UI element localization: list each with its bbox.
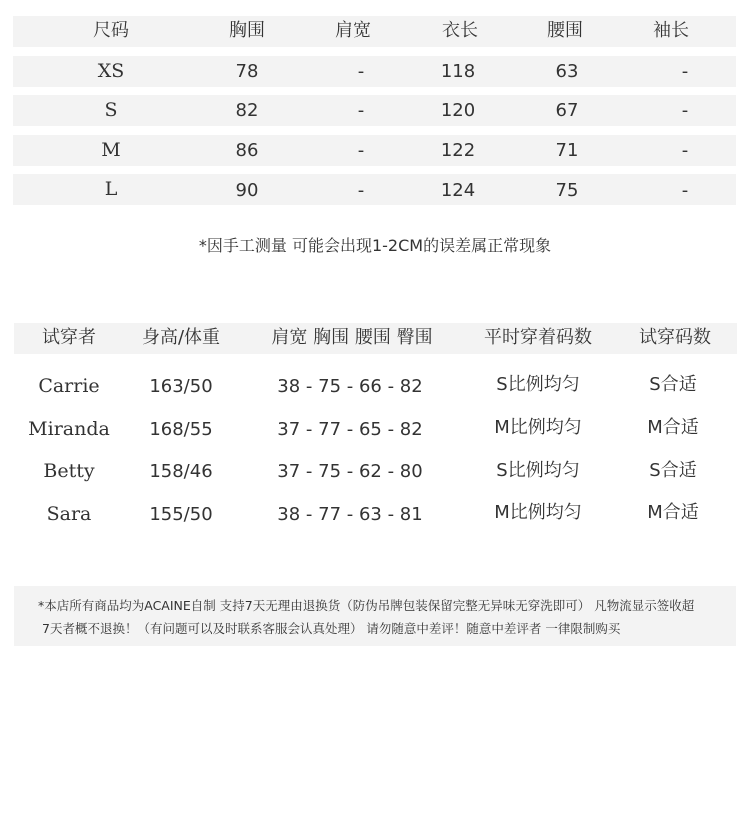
model-name: Sara	[46, 503, 92, 525]
model-tried-size: S合适	[649, 460, 697, 481]
size-label: S	[104, 99, 118, 121]
model-name: Betty	[43, 460, 95, 482]
model-usual-size: M比例均匀	[494, 417, 582, 438]
size-header-length: 衣长	[442, 20, 478, 41]
model-height-weight: 158/46	[149, 461, 213, 482]
size-sleeve-value: -	[681, 61, 689, 82]
model-tried-size: M合适	[647, 502, 699, 523]
model-measurements: 38 - 77 - 63 - 81	[277, 504, 423, 525]
size-shoulder-value: -	[357, 61, 365, 82]
size-bust-value: 90	[235, 180, 259, 201]
model-name: Miranda	[28, 418, 110, 440]
size-waist-value: 75	[555, 180, 579, 201]
policy-line-2: 7天者概不退换！（有问题可以及时联系客服会认真处理） 请勿随意中差评！随意中差评者 一律限制购买	[42, 621, 621, 636]
size-bust-value: 86	[235, 140, 259, 161]
model-tried-size: S合适	[649, 374, 697, 395]
size-sleeve-value: -	[681, 140, 689, 161]
store-policy-notice	[14, 586, 736, 646]
size-length-value: 120	[440, 100, 476, 121]
size-label: XS	[97, 60, 125, 82]
size-header-bust: 胸围	[229, 20, 265, 41]
model-header-usual-size: 平时穿着码数	[484, 327, 592, 348]
model-height-weight: 168/55	[149, 419, 213, 440]
model-tried-size: M合适	[647, 417, 699, 438]
size-bust-value: 78	[235, 61, 259, 82]
size-bust-value: 82	[235, 100, 259, 121]
size-header-shoulder: 肩宽	[335, 20, 371, 41]
size-sleeve-value: -	[681, 100, 689, 121]
size-waist-value: 63	[555, 61, 579, 82]
size-header-waist: 腰围	[547, 20, 583, 41]
model-height-weight: 155/50	[149, 504, 213, 525]
model-measurements: 37 - 77 - 65 - 82	[277, 419, 423, 440]
model-header-tried-size: 试穿码数	[639, 327, 711, 348]
model-usual-size: S比例均匀	[496, 460, 580, 481]
model-usual-size: S比例均匀	[496, 374, 580, 395]
size-length-value: 124	[440, 180, 476, 201]
size-label: L	[104, 178, 118, 200]
model-measurements: 37 - 75 - 62 - 80	[277, 461, 423, 482]
size-waist-value: 71	[555, 140, 579, 161]
size-length-value: 118	[440, 61, 476, 82]
size-header-sleeve: 袖长	[653, 20, 689, 41]
size-shoulder-value: -	[357, 100, 365, 121]
size-shoulder-value: -	[357, 180, 365, 201]
model-header-measurements: 肩宽 胸围 腰围 臀围	[271, 327, 433, 348]
policy-line-1: *本店所有商品均为ACAINE自制 支持7天无理由退换货（防伪吊牌包装保留完整无异味无穿洗即可） 凡物流显示签收超	[38, 598, 695, 613]
model-header-tester: 试穿者	[42, 327, 96, 348]
size-sleeve-value: -	[681, 180, 689, 201]
model-measurements: 38 - 75 - 66 - 82	[277, 376, 423, 397]
size-header-size: 尺码	[93, 20, 129, 41]
model-height-weight: 163/50	[149, 376, 213, 397]
model-name: Carrie	[38, 375, 100, 397]
size-label: M	[101, 139, 121, 161]
size-waist-value: 67	[555, 100, 579, 121]
size-shoulder-value: -	[357, 140, 365, 161]
measurement-note: *因手工测量 可能会出现1-2CM的误差属正常现象	[198, 236, 552, 255]
model-header-height-weight: 身高/体重	[141, 327, 221, 348]
size-length-value: 122	[440, 140, 476, 161]
model-usual-size: M比例均匀	[494, 502, 582, 523]
